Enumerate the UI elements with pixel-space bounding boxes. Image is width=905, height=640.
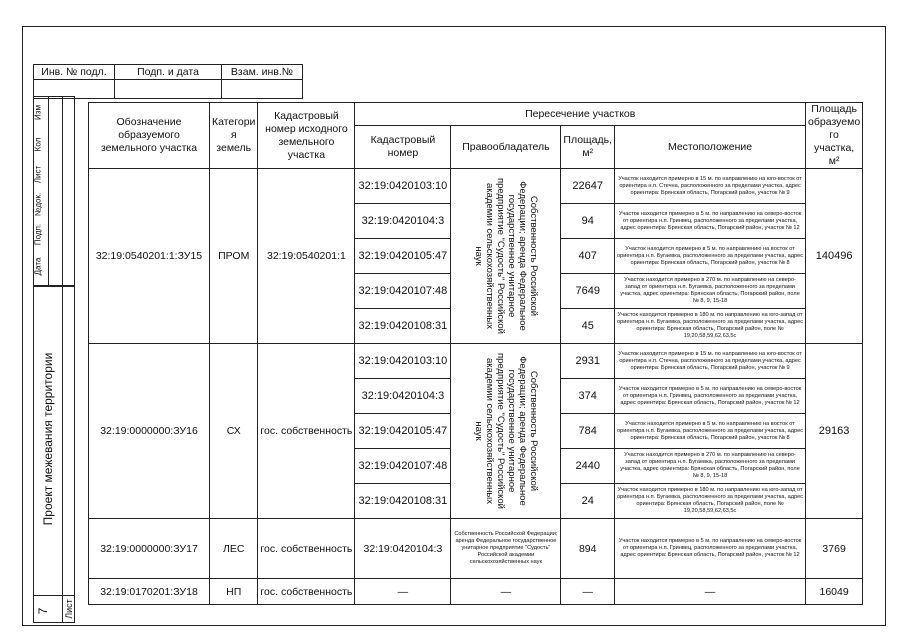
location-cell: Участок находится примерно в 15 м. по направлению на юго-восток от ориентира н.п. Стечна, расположенного за пределами участка, адрес ориентира: Брянская область, Погарский район, участок № 9 [615, 344, 806, 379]
replaced-inv-label: Взам. инв.№ [222, 65, 303, 80]
area-cell: 407 [561, 239, 615, 274]
intersection-table [88, 102, 863, 605]
table-row [89, 519, 863, 579]
cadastral-cell: 32:19:0420108:31 [355, 484, 451, 519]
category-cell: СХ [210, 344, 258, 519]
area-cell: 94 [561, 204, 615, 239]
source-cell: гос. собственность [258, 344, 355, 519]
side-label: Изм [33, 105, 43, 120]
cadastral-cell: 32:19:0420104:3 [355, 379, 451, 414]
header-formed-area: Площадь образуемо го участка, м² [806, 103, 863, 169]
header-source-cadastral: Кадастровый номер исходного земельного участка [258, 103, 355, 169]
location-cell: Участок находится примерно в 5 м. по направлению на восток от ориентира н.п. Бугаевка, расположенного за пределами участка, адрес ориентира: Брянская область, Погарский район, участок № 8 [615, 414, 806, 449]
formed-area-cell: 29163 [806, 344, 863, 519]
side-label: Подп. [33, 223, 43, 246]
location-cell: Участок находится примерно в 180 м. по направлению на юго-запад от ориентира н.п. Бугаевка, расположенного за пределами участка, адрес ориентира: Брянская область, Погарский район, поле № 19,20,58,59,62,63,5с [615, 484, 806, 519]
top-stamp [33, 64, 303, 99]
source-cell: гос. собственность [258, 519, 355, 579]
cadastral-cell: 32:19:0420105:47 [355, 239, 451, 274]
header-cadastral: Кадастровый номер [355, 126, 451, 169]
cadastral-cell: 32:19:0420104:3 [355, 204, 451, 239]
designation-cell: 32:19:0540201:1:ЗУ15 [89, 169, 210, 344]
category-cell: ПРОМ [210, 169, 258, 344]
formed-area-cell: 16049 [806, 579, 863, 605]
sheet-number: 7 [36, 607, 50, 615]
sheet-box [33, 595, 75, 623]
area-cell: 784 [561, 414, 615, 449]
header-category: Категори я земель [210, 103, 258, 169]
location-cell: — [615, 579, 806, 605]
source-cell: 32:19:0540201:1 [258, 169, 355, 344]
owner-cell [451, 169, 561, 344]
area-cell: 2440 [561, 449, 615, 484]
formed-area-cell: 140496 [806, 169, 863, 344]
area-cell: 22647 [561, 169, 615, 204]
side-label: Кол [33, 137, 43, 152]
owner-cell [451, 344, 561, 519]
cadastral-cell: 32:19:0420103:10 [355, 344, 451, 379]
cadastral-cell: 32:19:0420104:3 [355, 519, 451, 579]
owner-text: Собственность Российской Федерации; аренда Федеральное государственное унитарное предприятие "Судость" Российской академии сельскохозяйственных наук [472, 178, 539, 334]
header-owner: Правообладатель [451, 126, 561, 169]
header-designation: Обозначение образуемого земельного участка [89, 103, 210, 169]
location-cell: Участок находится примерно в 270 м. по направлению на северо-запад от ориентира н.п. Бугаевка, расположенного за пределами участка, адрес ориентира: Брянская область, Погарский район, поле № 8, 9, 15-18 [615, 449, 806, 484]
location-cell: Участок находится примерно в 180 м. по направлению на юго-запад от ориентира н.п. Бугаевка, расположенного за пределами участка, адрес ориентира: Брянская область, Погарский район, поле № 19,20,58,59,62,63,5с [615, 309, 806, 344]
cadastral-cell: 32:19:0420107:48 [355, 274, 451, 309]
cadastral-cell: — [355, 579, 451, 605]
header-area: Площадь, м² [561, 126, 615, 169]
inv-no-label: Инв. № подл. [34, 65, 115, 80]
owner-text: Собственность Российской Федерации; аренда Федеральное государственное унитарное предприятие "Судость" Российской академии сельскохозяйственных наук [472, 353, 539, 509]
location-cell: Участок находится примерно в 5 м. по направлению на северо-восток от ориентира н.п. Гринвец, расположенного за пределами участка, адрес ориентира: Брянская область, Погарский район, участок № 12 [615, 519, 806, 579]
category-cell: ЛЕС [210, 519, 258, 579]
header-location: Местоположение [615, 126, 806, 169]
area-cell: — [561, 579, 615, 605]
area-cell: 374 [561, 379, 615, 414]
side-label: Лист [33, 165, 43, 184]
table-row [89, 344, 863, 379]
header-intersection: Пересечение участков [355, 103, 806, 126]
table-row [89, 579, 863, 605]
owner-cell: — [451, 579, 561, 605]
area-cell: 894 [561, 519, 615, 579]
cadastral-cell: 32:19:0420107:48 [355, 449, 451, 484]
category-cell: НП [210, 579, 258, 605]
side-label: №док. [33, 192, 43, 217]
location-cell: Участок находится примерно в 5 м. по направлению на восток от ориентира н.п. Бугаевка, расположенного за пределами участка, адрес ориентира: Брянская область, Погарский район, участок № 8 [615, 239, 806, 274]
location-cell: Участок находится примерно в 15 м. по направлению на юго-восток от ориентира н.п. Стечна, расположенного за пределами участка, адрес ориентира: Брянская область, Погарский район, участок № 9 [615, 169, 806, 204]
designation-cell: 32:19:0000000:ЗУ17 [89, 519, 210, 579]
area-cell: 7649 [561, 274, 615, 309]
side-label: Дата [33, 257, 43, 276]
owner-cell: Собственность Российской Федерации; аренда Федеральное государственное унитарное предприятие "Судость" Российской академии сельскохозяйственных наук [451, 519, 561, 579]
area-cell: 24 [561, 484, 615, 519]
source-cell: гос. собственность [258, 579, 355, 605]
location-cell: Участок находится примерно в 5 м. по направлению на северо-восток от ориентира н.п. Гринвец, расположенного за пределами участка, адрес ориентира: Брянская область, Погарский район, участок № 12 [615, 379, 806, 414]
cadastral-cell: 32:19:0420108:31 [355, 309, 451, 344]
area-cell: 2931 [561, 344, 615, 379]
table-row [89, 169, 863, 204]
area-cell: 45 [561, 309, 615, 344]
project-title: Проект межевания территории [41, 352, 55, 526]
sheet-label: Лист [64, 599, 74, 619]
formed-area-cell: 3769 [806, 519, 863, 579]
sign-date-label: Подп. и дата [115, 65, 222, 80]
location-cell: Участок находится примерно в 270 м. по направлению на северо-запад от ориентира н.п. Бугаевка, расположенного за пределами участка, адрес ориентира: Брянская область, Погарский район, поле № 8, 9, 15-18 [615, 274, 806, 309]
location-cell: Участок находится примерно в 5 м. по направлению на северо-восток от ориентира н.п. Гринвец, расположенного за пределами участка, адрес ориентира: Брянская область, Погарский район, участок № 12 [615, 204, 806, 239]
cadastral-cell: 32:19:0420103:10 [355, 169, 451, 204]
cadastral-cell: 32:19:0420105:47 [355, 414, 451, 449]
designation-cell: 32:19:0170201:ЗУ18 [89, 579, 210, 605]
designation-cell: 32:19:0000000:ЗУ16 [89, 344, 210, 519]
